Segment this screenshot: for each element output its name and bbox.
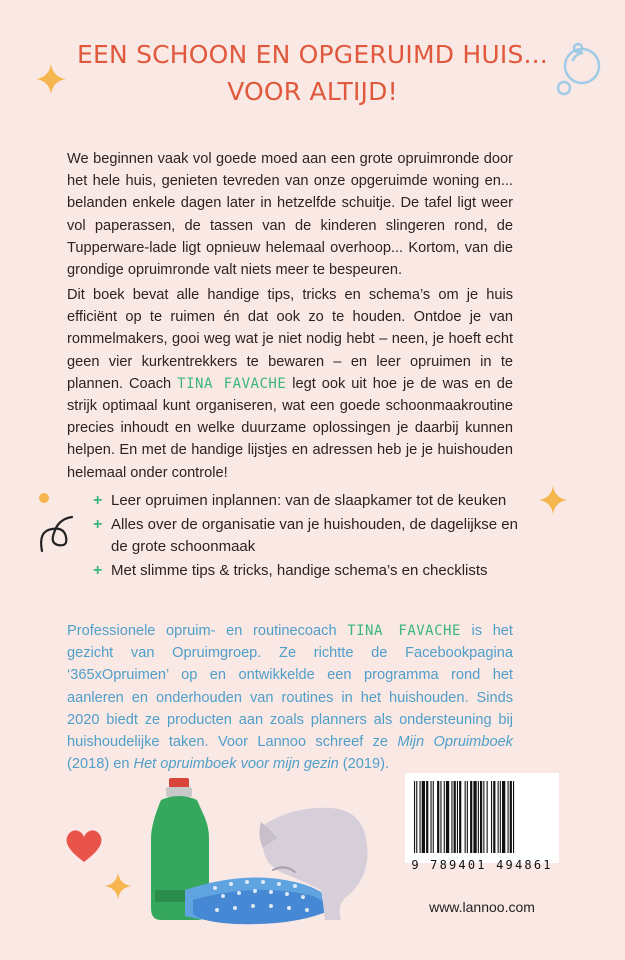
title-line-1: EEN SCHOON EN OPGERUIMD HUIS... [77, 40, 548, 69]
description-paragraph [67, 284, 513, 484]
heart-icon [64, 826, 104, 864]
sparkle-icon [537, 484, 569, 516]
sparkle-icon [103, 871, 133, 901]
plus-icon: + [93, 492, 103, 509]
author-bio: Professionele opruim- en routinecoach TINA FAVACHE is het gezicht van Opruimgroep. Ze richtte de Facebookpagina ‘365xOpruimen’ op en ontwikkelde een programma rond het aanleren en onderhouden van routines in het huishouden. Sinds 2020 biedt ze producten aan zoals planners als ondersteuning bij huishoudelijke taken. Voor Lannoo schreef ze Mijn Opruimboek (2018) en Het opruimboek voor mijn gezin (2019). [67, 623, 513, 773]
book-title: Mijn Opruimboek [397, 734, 513, 751]
page-title [0, 36, 625, 110]
list-item: + Met slimme tips & tricks, handige schema’s en checklists [93, 560, 533, 583]
author-name: TINA FAVACHE [177, 375, 287, 392]
isbn-number: 9 789401 494861 [411, 858, 553, 872]
author-name: TINA FAVACHE [347, 623, 461, 639]
description-text-before: Dit boek bevat alle handige tips, tricks en schema’s om je huis efficiënt op te ruimen én dat ook zo te houden. Ontdoe je van rommelmakers, gooi weg wat je niet nodig hebt – neen, je hoeft echt geen vier kurkentrekkers te bewaren – en leer opruimen in te plannen. Coach [67, 287, 513, 392]
laundry-illustration [145, 778, 380, 928]
barcode-bars [405, 773, 559, 863]
feature-list [93, 490, 533, 583]
dot-icon [39, 493, 49, 503]
barcode [405, 773, 559, 863]
title-line-2: VOOR ALTIJD! [227, 77, 398, 106]
plus-icon: + [93, 515, 103, 533]
description-text-after: legt ook uit hoe je de was en de strijk optimaal kunt organiseren, wat een goede schoonmaakroutine precies inhoudt en welke duurzame oplossingen je daarbij kunnen helpen. En met de handige lijstjes en adressen heb je je huishouden helemaal onder controle! [67, 375, 514, 481]
list-item: + Alles over de organisatie van je huishouden, de dagelijkse en de grote schoonmaak [93, 515, 518, 555]
plus-icon: + [93, 561, 103, 579]
website-link[interactable]: www.lannoo.com [429, 899, 535, 915]
intro-paragraph: We beginnen vaak vol goede moed aan een grote opruimronde door het hele huis, genieten tevreden van onze opgeruimde woning en... belanden enkele dagen later in hetzelfde schuitje. De tafel ligt weer vol paperassen, de tassen van de kinderen slingeren rond, de Tupperware-lade ligt opnieuw helemaal overhoop... Kortom, van die grondige opruimronde valt niets meer te bespeuren. [67, 151, 513, 279]
swirl-icon [36, 513, 76, 557]
list-item: + Leer opruimen inplannen: van de slaapkamer tot de keuken [93, 490, 533, 513]
book-title: Het opruimboek voor mijn gezin [133, 756, 339, 773]
